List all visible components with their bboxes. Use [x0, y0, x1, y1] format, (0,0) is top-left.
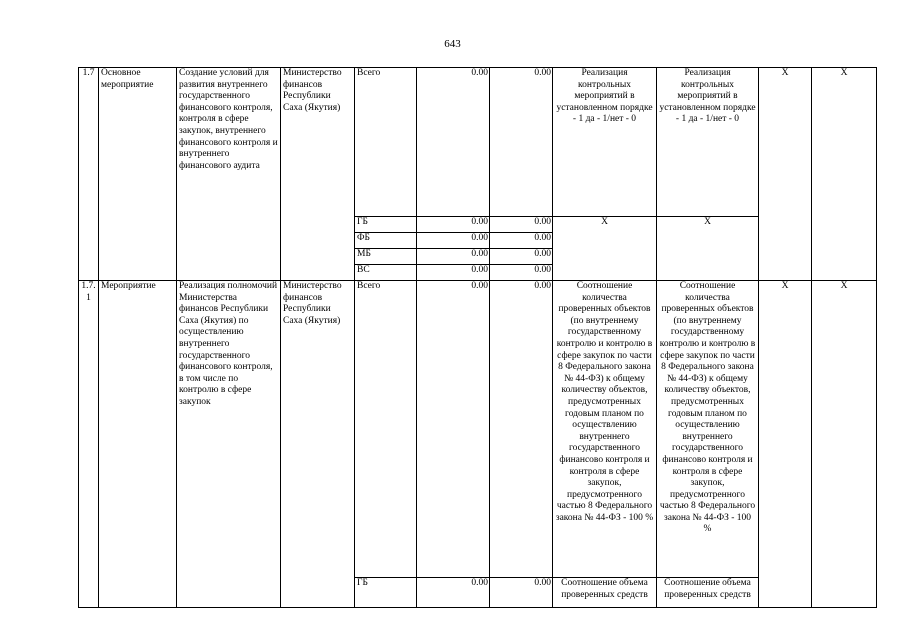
mark-1: Х — [759, 281, 812, 608]
amount-2: 0.00 — [490, 217, 553, 233]
indicator-1: Соотношение объема проверенных средств — [553, 578, 657, 608]
indicator-2: Х — [657, 217, 759, 281]
amount-1: 0.00 — [417, 281, 490, 578]
activity-type: Мероприятие — [99, 281, 177, 608]
executor: Министерство финансов Республики Саха (Якутия) — [281, 68, 355, 281]
amount-2: 0.00 — [490, 68, 553, 217]
executor: Министерство финансов Республики Саха (Якутия) — [281, 281, 355, 608]
activity-name: Создание условий для развития внутреннего государственного финансового контроля, контроля в сфере закупок, внутреннего финансового контроля и внутреннего финансового аудита — [177, 68, 281, 281]
row-number: 1.7 — [79, 68, 99, 281]
amount-1: 0.00 — [417, 578, 490, 608]
row-number: 1.7. 1 — [79, 281, 99, 608]
indicator-1: Реализация контрольных мероприятий в установленном порядке - 1 да - 1/нет - 0 — [553, 68, 657, 217]
amount-2: 0.00 — [490, 265, 553, 281]
funding-source: ГБ — [355, 217, 417, 233]
indicator-2: Соотношение количества проверенных объектов (по внутреннему государственному контролю и контролю в сфере закупок по части 8 Федерального закона № 44-ФЗ) к общему количеству объектов, предусмотренных годовым планом по осуществлению внутреннего государственного финансово контроля и контроля в сфере закупок, предусмотренного частью 8 Федерального закона № 44-ФЗ - 100 % — [657, 281, 759, 578]
indicator-2: Реализация контрольных мероприятий в установленном порядке - 1 да - 1/нет - 0 — [657, 68, 759, 217]
funding-source: ВС — [355, 265, 417, 281]
amount-2: 0.00 — [490, 233, 553, 249]
activity-name: Реализация полномочий Министерства финансов Республики Саха (Якутия) по осуществлению внутреннего государственного финансового контроля, в том числе по контролю в сфере закупок — [177, 281, 281, 608]
table-row — [79, 281, 877, 578]
indicator-1: Соотношение количества проверенных объектов (по внутреннему государственному контролю и контролю в сфере закупок по части 8 Федерального закона № 44-ФЗ) к общему количеству объектов, предусмотренных годовым планом по осуществлению внутреннего государственного финансово контроля и контроля в сфере закупок, предусмотренного частью 8 Федерального закона № 44-ФЗ - 100 % — [553, 281, 657, 578]
amount-1: 0.00 — [417, 265, 490, 281]
program-activities-table — [78, 67, 877, 608]
page-number: 643 — [444, 38, 461, 50]
amount-1: 0.00 — [417, 217, 490, 233]
activity-type: Основное мероприятие — [99, 68, 177, 281]
table-row — [79, 68, 877, 217]
mark-2: Х — [812, 68, 877, 281]
amount-2: 0.00 — [490, 578, 553, 608]
funding-source: МБ — [355, 249, 417, 265]
indicator-1: Х — [553, 217, 657, 281]
amount-2: 0.00 — [490, 249, 553, 265]
mark-2: Х — [812, 281, 877, 608]
funding-source: ФБ — [355, 233, 417, 249]
amount-1: 0.00 — [417, 68, 490, 217]
amount-1: 0.00 — [417, 233, 490, 249]
amount-1: 0.00 — [417, 249, 490, 265]
funding-source: Всего — [355, 281, 417, 578]
indicator-2: Соотношение объема проверенных средств — [657, 578, 759, 608]
funding-source: ГБ — [355, 578, 417, 608]
mark-1: Х — [759, 68, 812, 281]
funding-source: Всего — [355, 68, 417, 217]
amount-2: 0.00 — [490, 281, 553, 578]
